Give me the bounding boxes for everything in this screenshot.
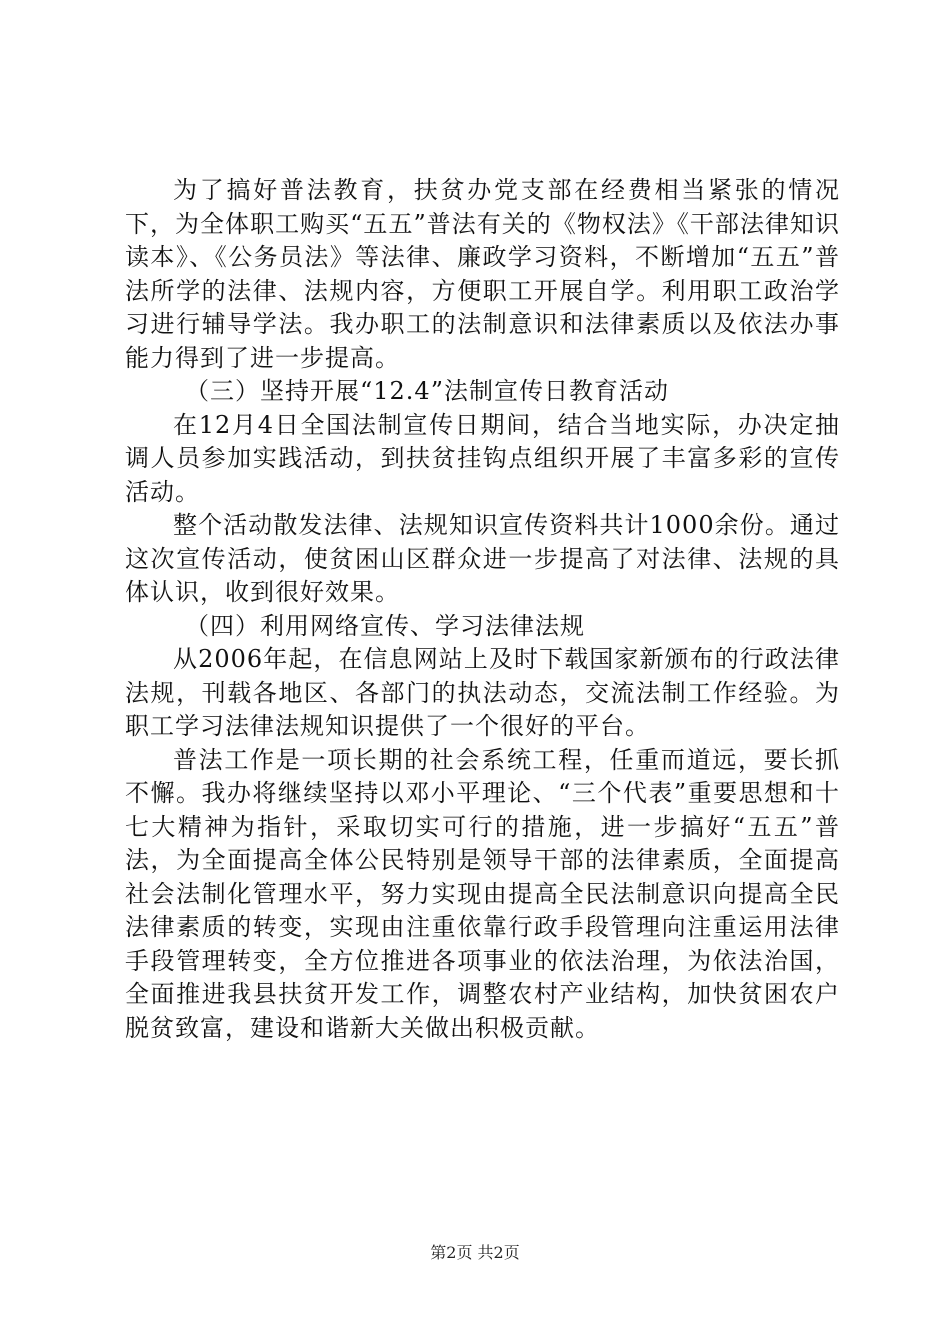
paragraph-online-learning: 从2006年起，在信息网站上及时下载国家新颁布的行政法律法规，刊载各地区、各部门的执法动态，交流法制工作经验。为职工学习法律法规知识提供了一个很好的平台。	[125, 645, 840, 740]
section-heading-online-learning: （四）利用网络宣传、学习法律法规	[185, 611, 585, 640]
page-number-footer: 第2页 共2页	[430, 1243, 520, 1262]
document-body	[125, 174, 840, 1045]
section-heading-legal-publicity-day: （三）坚持开展“12.4”法制宣传日教育活动	[185, 377, 669, 405]
paragraph-study-materials: 为了搞好普法教育，扶贫办党支部在经费相当紧张的情况下，为全体职工购买“五五”普法有关的《物权法》《干部法律知识读本》、《公务员法》等法律、廉政学习资料，不断增加“五五”普法所学的法律、法规内容，方便职工开展自学。利用职工政治学习进行辅导学法。我办职工的法制意识和法律素质以及依法办事能力得到了进一步提高。	[125, 176, 840, 372]
paragraph-publicity-day-activity: 在12月4日全国法制宣传日期间，结合当地实际，办决定抽调人员参加实践活动，到扶贫挂钩点组织开展了丰富多彩的宣传活动。	[125, 410, 840, 506]
paragraph-materials-distributed: 整个活动散发法律、法规知识宣传资料共计1000余份。通过这次宣传活动，使贫困山区群众进一步提高了对法律、法规的具体认识，收到很好效果。	[125, 511, 840, 606]
paragraph-conclusion: 普法工作是一项长期的社会系统工程，任重而道远，要长抓不懈。我办将继续坚持以邓小平理论、“三个代表”重要思想和十七大精神为指针，采取切实可行的措施，进一步搞好“五五”普法，为全面提高全体公民特别是领导干部的法律素质，全面提高社会法制化管理水平，努力实现由提高全民法制意识向提高全民法律素质的转变，实现由注重依靠行政手段管理向注重运用法律手段管理转变，全方位推进各项事业的依法治理，为依法治国，全面推进我县扶贫开发工作，调整农村产业结构，加快贫困农户脱贫致富，建设和谐新大关做出积极贡献。	[125, 745, 840, 1042]
